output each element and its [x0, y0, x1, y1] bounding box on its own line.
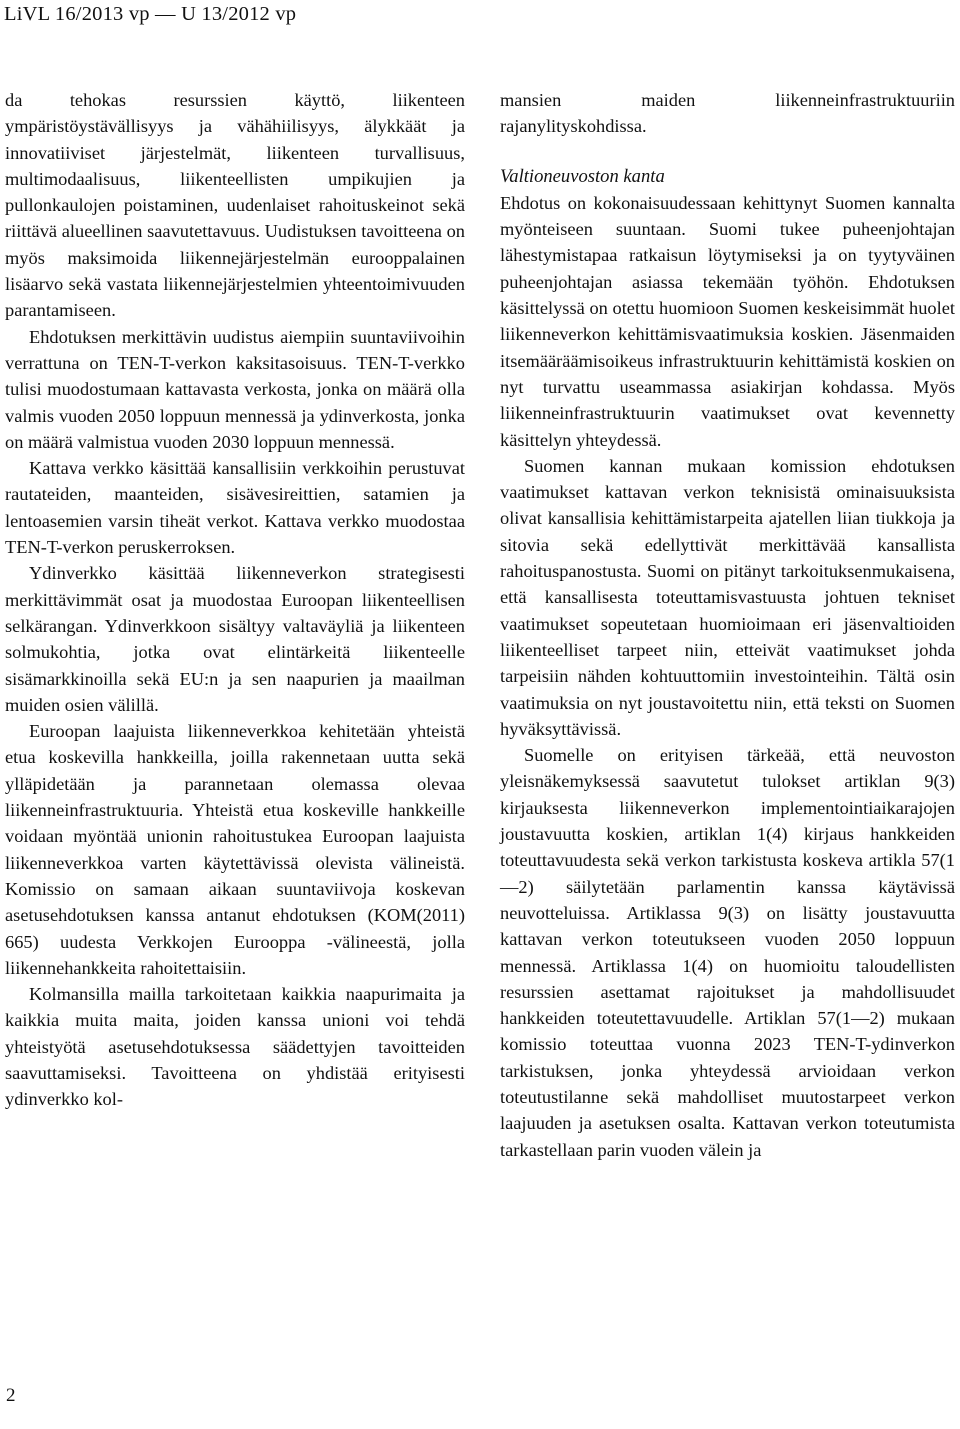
paragraph: Euroopan laajuista liikenneverkkoa kehitetään yhteistä etua koskevilla hankkeilla, joilla rakennetaan uutta sekä ylläpidetään ja parannetaan olemassa olevaa liikenneinfrastruktuuria. Yhteistä etua koskeville hankkeille voidaan myöntää unionin rahoitustukea Euroopan laajuista liikenneverkkoa varten käytettävissä olevista välineistä. Komissio on samaan aikaan suuntaviivoja koskevan asetusehdotuksen kanssa antanut ehdotuksen (KOM(2011) 665) uudesta Verkkojen Eurooppa -välineestä, jolla liikennehankkeita rahoitettaisiin. — [5, 721, 465, 978]
left-column — [5, 87, 465, 1113]
paragraph: Suomen kannan mukaan komission ehdotuksen vaatimukset kattavan verkon teknisistä ominaisuuksista olivat kansallisia kehittämistarpeita ajatellen liian tiukkoja ja sitovia sekä edellyttivät merkittävää kansallista rahoituspanostusta. Suomi on pitänyt tarkoituksenmukaisena, että kansallisesta toteuttamisvastuusta johtuen tekniset vaatimukset sopeutetaan huomioimaan eri jäsenvaltioiden liikenteelliset tarpeet niin, etteivät vaatimukset johda tarpeisiin nähden kohtuuttomiin investointeihin. Tältä osin vaatimuksia on nyt joustavoitettu niin, että teksti on Suomen hyväksyttävissä. — [500, 455, 955, 739]
paragraph: Ehdotus on kokonaisuudessaan kehittynyt Suomen kannalta myönteiseen suuntaan. Suomi tukee puheenjohtajan lähestymistapaa ratkaisun löytymiseksi ja on tyytyväinen puheenjohtajan asiassa tekemään työhön. Ehdotuksen käsittelyssä on otettu huomioon Suomen keskeisimmät huolet liikenneverkon kehittämisvaatimuksia koskien. Jäsenmaiden itsemääräämisoikeus infrastruktuurin kehittämistä koskien on nyt turvattu useammassa asiakirjan kohdassa. Myös liikenneinfrastruktuurin vaatimukset ovat kevennetty käsittelyn yhteydessä. — [500, 192, 955, 450]
paragraph: Kattava verkko käsittää kansallisiin verkkoihin perustuvat rautateiden, maanteiden, sisävesireittien, satamien ja lentoasemien varsin tiheät verkot. Kattava verkko muodostaa TEN-T-verkon peruskerroksen. — [5, 458, 465, 558]
paragraph: Suomelle on erityisen tärkeää, että neuvoston yleisnäkemyksessä saavutetut tulokset artiklan 9(3) kirjauksesta liikenneverkon implementointiaikarajojen joustavuutta koskien, artiklan 1(4) kirjaus hankkeiden toteuttavuudesta sekä verkon tarkistusta koskeva artikla 57(1—2) säilytetään parlamentin kanssa käytävissä neuvotteluissa. Artiklassa 9(3) on lisätty joustavuutta kattavan verkon toteutukseen vuoden 2050 loppuun mennessä. Artiklassa 1(4) on huomioitu taloudellisten resurssien asettamat rajoitukset ja mahdollisuudet hankkeiden toteutettavuudelle. Artiklan 57(1—2) mukaan komissio toteuttaa vuonna 2023 TEN-T-ydinverkon tarkistuksen, jonka yhteydessä arvioidaan verkon toteutustilanne sekä mahdolliset muutostarpeet verkon laajuuden ja asetuksen osalta. Kattavan verkon toteutumista tarkastellaan parin vuoden välein ja — [500, 745, 955, 1160]
page-number: 2 — [6, 1385, 16, 1406]
paragraph: Ehdotuksen merkittävin uudistus aiempiin suuntaviivoihin verrattuna on TEN-T-verkon kaksitasoisuus. TEN-T-verkko tulisi muodostumaan kattavasta verkosta, jonka on määrä olla valmis vuoden 2050 loppuun mennessä ja ydinverkosta, jonka on määrä valmistua vuoden 2030 loppuun mennessä. — [5, 326, 465, 452]
paragraph: da tehokas resurssien käyttö, liikenteen ympäristöystävällisyys ja vähähiilisyys, älykkäät ja innovatiiviset järjestelmät, liikenteen turvallisuus, multimodaalisuus, liikenteellisten umpikujien ja pullonkaulojen poistaminen, uudenlaiset rahoituskeinot sekä riittävä alueellinen saavutettavuus. Uudistuksen tavoitteena on myös maksimoida liikennejärjestelmän eurooppalainen lisäarvo sekä vastata liikennejärjestelmien yhteentoimivuuden parantamiseen. — [5, 90, 465, 321]
document-header: LiVL 16/2013 vp — U 13/2012 vp — [4, 3, 297, 25]
right-column — [500, 87, 955, 1163]
section-heading: Valtioneuvoston kanta — [500, 165, 665, 187]
paragraph: Ydinverkko käsittää liikenneverkon strategisesti merkittävimmät osat ja muodostaa Euroopan liikenteellisen selkärangan. Ydinverkkoon sisältyy valtaväyliä ja liikenteen solmukohtia, jotka ovat elintärkeitä liikenteelle sisämarkkinoilla sekä EU:n ja sen naapurien ja maailman muiden osien välillä. — [5, 563, 465, 715]
continued-paragraph: mansien maiden liikenneinfrastruktuuriin rajanylityskohdissa. — [500, 90, 955, 137]
paragraph: Kolmansilla mailla tarkoitetaan kaikkia naapurimaita ja kaikkia muita maita, joiden kanssa unioni voi tehdä yhteistyötä asetusehdotuksessa säädettyjen tavoitteiden saavuttamiseksi. Tavoitteena on yhdistää erityisesti ydinverkko kol- — [5, 984, 465, 1110]
